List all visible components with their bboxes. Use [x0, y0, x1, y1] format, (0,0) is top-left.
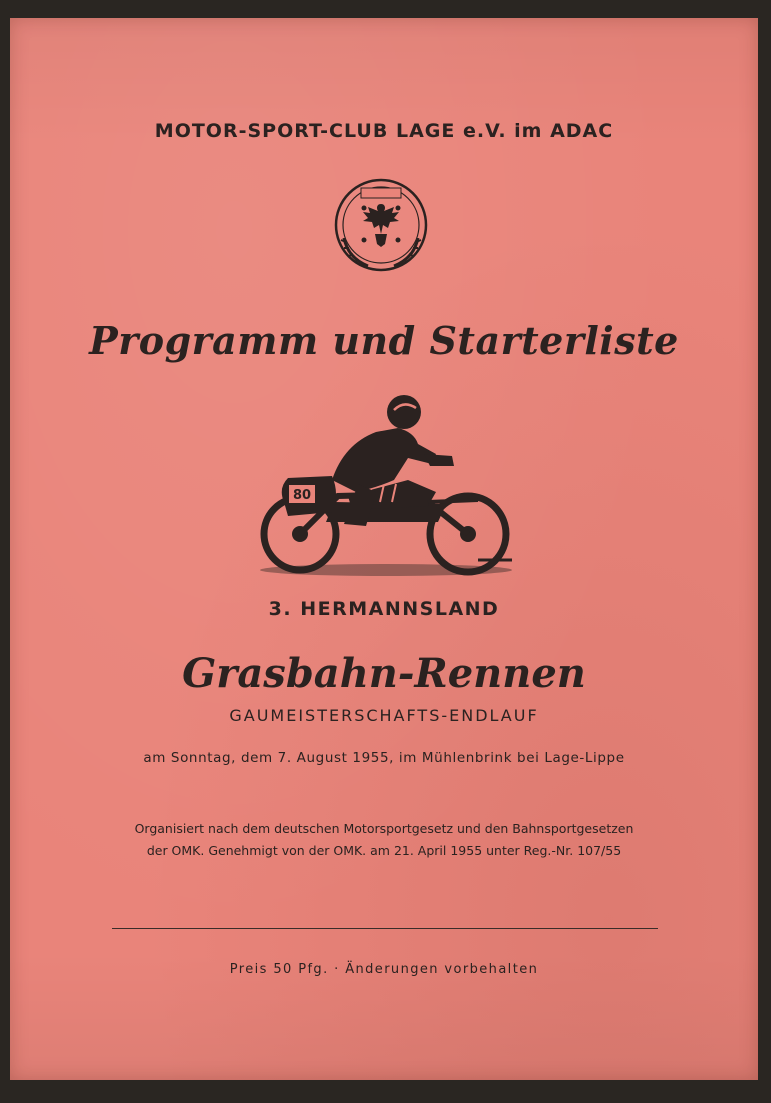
event-subtitle: GAUMEISTERSCHAFTS-ENDLAUF	[229, 706, 539, 725]
organization-notice-line-1: Organisiert nach dem deutschen Motorsportgesetz und den Bahnsportgesetzen	[134, 821, 634, 836]
motorcycle-rider-illustration-icon	[248, 384, 520, 580]
event-number: 3. HERMANNSLAND	[268, 598, 500, 620]
price-note: Preis 50 Pfg. · Änderungen vorbehalten	[229, 962, 539, 977]
number-plate-label: 80	[292, 488, 312, 503]
club-eagle-emblem-icon	[334, 178, 428, 272]
event-name: Grasbahn-Rennen	[182, 650, 586, 697]
divider-line	[112, 928, 658, 929]
program-cover	[10, 18, 758, 1080]
event-date-line: am Sonntag, dem 7. August 1955, im Mühlenbrink bei Lage-Lippe	[143, 750, 625, 766]
club-header: MOTOR-SPORT-CLUB LAGE e.V. im ADAC	[154, 120, 614, 142]
organization-notice-line-2: der OMK. Genehmigt von der OMK. am 21. April 1955 unter Reg.-Nr. 107/55	[146, 843, 622, 858]
program-title: Programm und Starterliste	[89, 318, 679, 363]
organization-notice	[80, 818, 688, 862]
